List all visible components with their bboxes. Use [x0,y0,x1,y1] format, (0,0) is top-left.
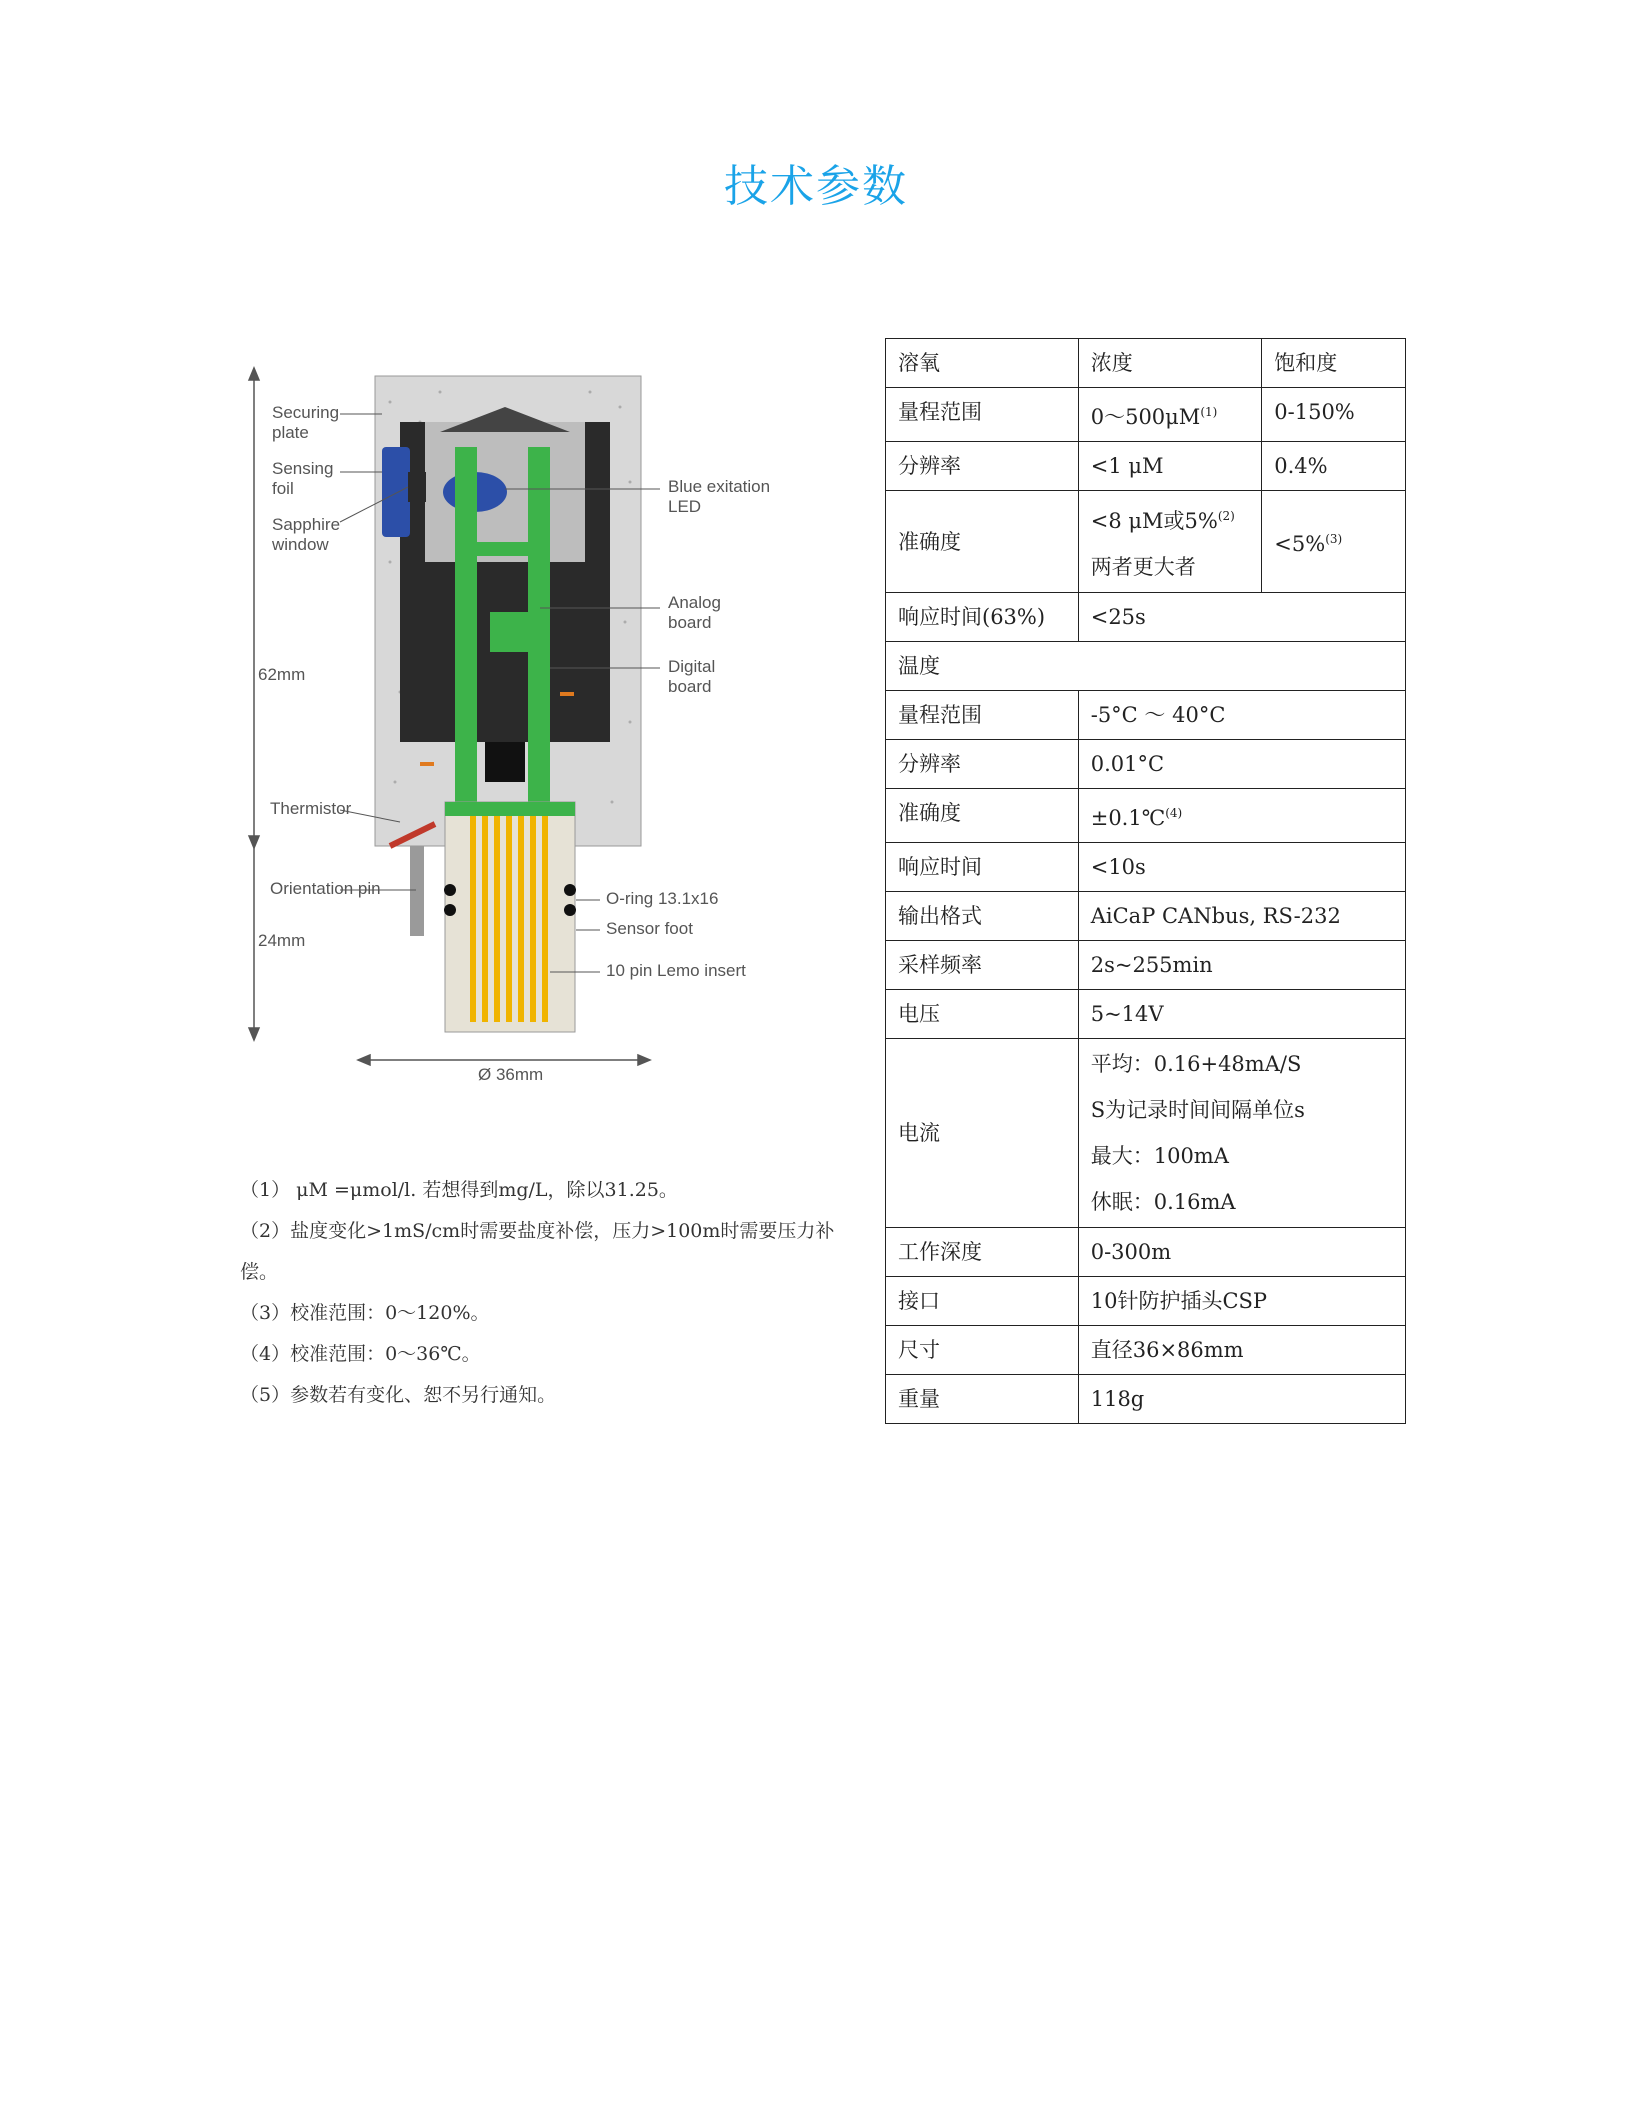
label-dim-62mm: 62mm [258,665,306,684]
table-row [886,491,1406,593]
table-cell: 饱和度 [1262,339,1406,388]
table-cell: 分辨率 [886,442,1079,491]
table-cell: 接口 [886,1277,1079,1326]
cell-line: 最大：100mA [1090,1144,1229,1168]
table-cell: -5°C ～ 40°C [1078,691,1405,740]
table-cell: 直径36×86mm [1078,1326,1405,1375]
table-row [886,1039,1406,1228]
table-cell [1078,491,1262,593]
table-cell: <25s [1078,593,1405,642]
table-row [886,941,1406,990]
label-securing-plate: plate [272,423,309,442]
label-lemo-insert: 10 pin Lemo insert [606,961,746,980]
sensing-foil [382,447,410,537]
label-orientation-pin: Orientation pin [270,879,381,898]
label-blue-led: LED [668,497,702,516]
table-section-header: 温度 [886,642,1406,691]
table-row [886,642,1406,691]
table-cell: 118g [1078,1375,1405,1424]
table-row [886,1375,1406,1424]
table-cell: 分辨率 [886,740,1079,789]
table-row [886,740,1406,789]
table-cell: 尺寸 [886,1326,1079,1375]
cell-line: S为记录时间间隔单位s [1090,1098,1305,1122]
table-cell: 响应时间 [886,843,1079,892]
table-cell: 2s~255min [1078,941,1405,990]
label-sapphire-window: Sapphire [272,515,341,534]
label-sensor-foot: Sensor foot [606,919,693,938]
table-cell: 量程范围 [886,388,1079,442]
orange-wire [420,762,434,766]
table-cell: 采样频率 [886,941,1079,990]
orientation-pin [410,846,424,936]
label-o-ring: O-ring 13.1x16 [606,889,719,908]
board-bridge [477,542,528,556]
label-digital-board: Digital [668,657,716,676]
table-row [886,339,1406,388]
table-cell: 输出格式 [886,892,1079,941]
table-cell: 准确度 [886,491,1079,593]
digital-board [528,447,550,802]
table-cell: 5~14V [1078,990,1405,1039]
label-dim-24mm: 24mm [258,931,306,950]
table-cell: 0-300m [1078,1228,1405,1277]
label-sensing-foil: Sensing [272,459,334,478]
analog-board [455,447,477,802]
table-cell: 准确度 [886,789,1079,843]
table-row [886,990,1406,1039]
table-cell: 电压 [886,990,1079,1039]
footnote-4: （4）校准范围：0～36℃。 [240,1343,481,1365]
label-analog-board: board [668,613,712,632]
cell-line: 两者更大者 [1090,555,1196,579]
o-ring [564,904,576,916]
footnote-marker: (1) [1200,405,1218,419]
connector-board [445,802,575,816]
footnote-1: （1） μM =μmol/l. 若想得到mg/L，除以31.25。 [240,1179,678,1201]
cell-value: <8 μM或5% [1090,509,1218,533]
label-dim-36mm: Ø 36mm [478,1065,544,1084]
sensor-cross-section-diagram [240,362,800,1102]
table-row [886,388,1406,442]
table-cell: 电流 [886,1039,1079,1228]
table-cell: 量程范围 [886,691,1079,740]
table-cell: <1 μM [1078,442,1262,491]
label-blue-led: Blue exitation [668,477,771,496]
sensor-diagram-svg [240,362,800,1102]
table-row [886,789,1406,843]
footnote-2: （2）盐度变化>1mS/cm时需要盐度补偿，压力>100m时需要压力补偿。 [240,1220,835,1283]
table-cell: 响应时间(63%) [886,593,1079,642]
footnote-marker: (3) [1325,532,1343,546]
table-cell: 0.4% [1262,442,1406,491]
label-securing-plate: Securing [272,403,340,422]
table-cell: <10s [1078,843,1405,892]
cell-line: 平均：0.16+48mA/S [1090,1052,1302,1076]
label-thermistor: Thermistor [270,799,352,818]
footnote-marker: (2) [1217,509,1235,523]
label-analog-board: Analog [668,593,721,612]
table-cell [1078,388,1262,442]
footnote-3: （3）校准范围：0～120%。 [240,1302,490,1324]
board-chip [485,742,525,782]
label-digital-board: board [668,677,712,696]
table-cell [1078,789,1405,843]
table-row [886,442,1406,491]
table-cell [1262,491,1406,593]
table-cell: 工作深度 [886,1228,1079,1277]
o-ring [564,884,576,896]
footnote-marker: (4) [1165,806,1183,820]
table-cell: 重量 [886,1375,1079,1424]
table-cell [1078,1039,1405,1228]
sapphire-window [408,472,426,502]
o-ring [444,904,456,916]
table-row [886,691,1406,740]
orange-wire [560,692,574,696]
table-cell: 0.01°C [1078,740,1405,789]
table-cell: AiCaP CANbus, RS-232 [1078,892,1405,941]
table-cell: 10针防护插头CSP [1078,1277,1405,1326]
table-row [886,1277,1406,1326]
cell-line: 休眠：0.16mA [1090,1190,1236,1214]
footnote-5: （5）参数若有变化、恕不另行通知。 [240,1384,557,1406]
label-sapphire-window: window [272,535,329,554]
table-row [886,843,1406,892]
table-row [886,1228,1406,1277]
cell-value: 0～500μM [1090,405,1201,429]
spec-table [885,338,1406,1424]
table-cell: 浓度 [1078,339,1262,388]
label-sensing-foil: foil [272,479,294,498]
table-row [886,1326,1406,1375]
board-chip-area [490,612,530,652]
cell-value: ±0.1℃ [1090,806,1166,830]
table-row [886,593,1406,642]
o-ring [444,884,456,896]
cell-line [1091,493,1250,544]
table-row [886,892,1406,941]
page-title: 技术参数 [724,161,908,212]
table-cell: 0-150% [1262,388,1406,442]
table-cell: 溶氧 [886,339,1079,388]
footnotes [240,1170,865,1416]
cell-value: <5% [1274,532,1326,556]
